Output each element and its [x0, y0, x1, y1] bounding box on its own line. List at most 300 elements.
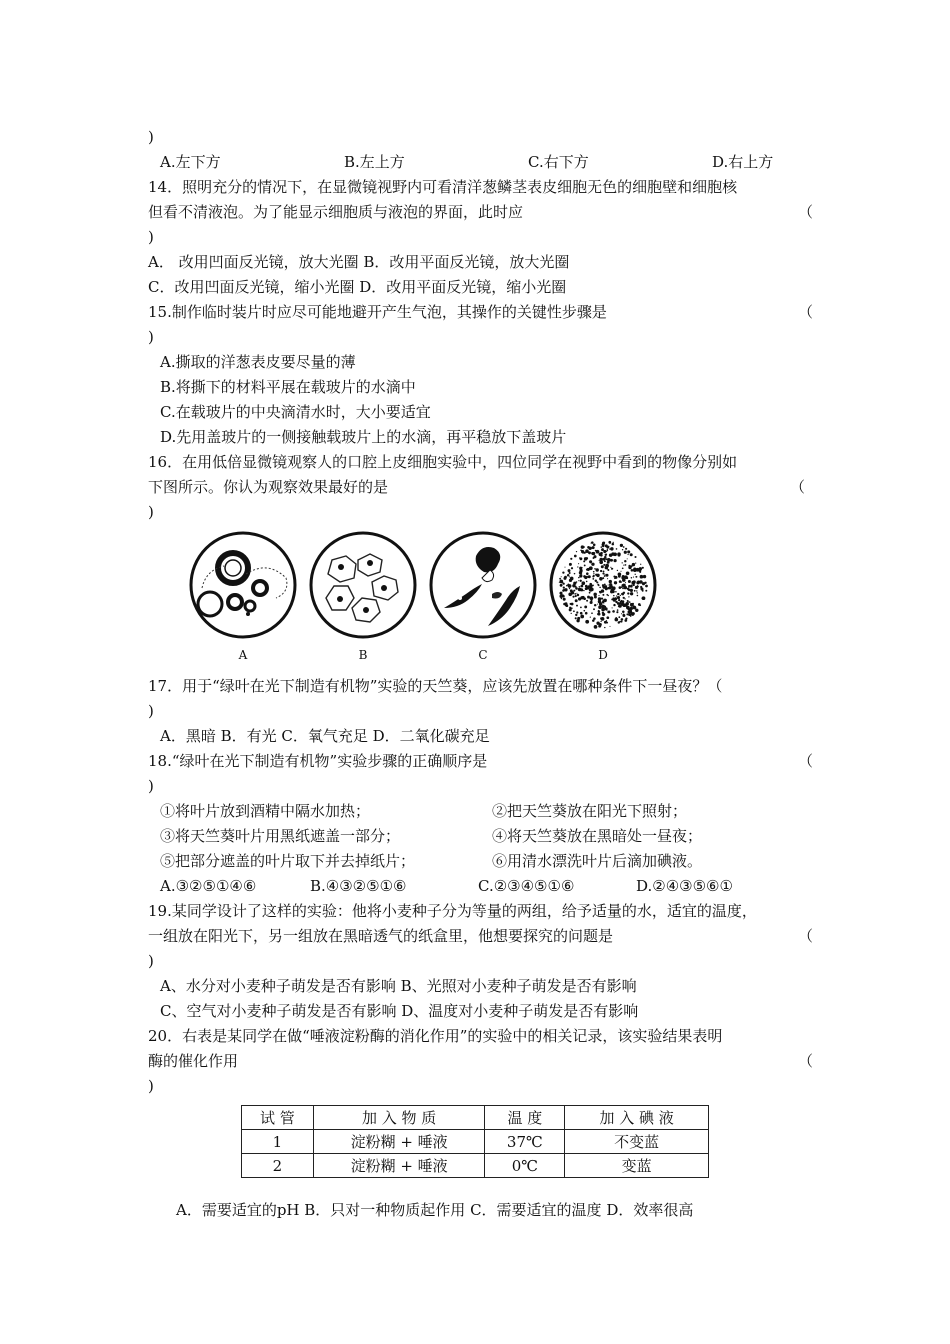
- speckle-dot: [627, 600, 629, 602]
- view-c-label: C: [478, 648, 488, 662]
- speckle-dot: [584, 576, 587, 579]
- speckle-dot: [579, 586, 580, 587]
- speckle-dot: [628, 601, 629, 602]
- text-line: 17．用于“绿叶在光下制造有机物”实验的天竺葵，应该先放置在哪种条件下一昼夜？（: [148, 677, 723, 695]
- speckle-dot: [621, 618, 624, 621]
- speckle-dot: [604, 621, 607, 624]
- speckle-dot: [569, 564, 571, 566]
- speckle-dot: [610, 559, 613, 562]
- speckle-dot: [568, 584, 572, 588]
- text-line: C.右下方: [528, 153, 589, 171]
- speckle-dot: [585, 587, 588, 590]
- speckle-dot: [596, 581, 598, 583]
- speckle-dot: [626, 571, 630, 575]
- speckle-dot: [598, 597, 601, 600]
- speckle-dot: [598, 613, 601, 616]
- speckle-dot: [645, 590, 647, 592]
- speckle-dot: [559, 578, 561, 580]
- speckle-dot: [601, 548, 604, 551]
- text-line: ): [148, 128, 154, 146]
- table-cell: 淀粉糊 + 唾液: [313, 1154, 485, 1178]
- speckle-dot: [561, 598, 562, 599]
- speckle-dot: [614, 559, 617, 562]
- speckle-dot: [586, 572, 589, 575]
- speckle-dot: [630, 592, 633, 595]
- speckle-dot: [624, 598, 625, 599]
- speckle-dot: [635, 563, 636, 564]
- speckle-dot: [606, 609, 608, 611]
- speckle-dot: [616, 595, 617, 596]
- speckle-dot: [625, 564, 627, 566]
- view-a-image: [188, 530, 298, 640]
- speckle-dot: [623, 565, 624, 566]
- text-line: 18.“绿叶在光下制造有机物”实验步骤的正确顺序是: [148, 752, 488, 770]
- text-line: A． 改用凹面反光镜，放大光圈 B．改用平面反光镜，放大光圈: [148, 253, 570, 271]
- speckle-dot: [620, 544, 623, 547]
- speckle-dot: [607, 558, 611, 562]
- speckle-dot: [574, 573, 576, 575]
- speckle-dot: [580, 612, 583, 615]
- speckle-dot: [578, 597, 581, 600]
- speckle-dot: [579, 557, 582, 560]
- speckle-dot: [577, 566, 578, 567]
- speckle-dot: [606, 594, 608, 596]
- speckle-dot: [601, 598, 603, 600]
- speckle-dot: [561, 576, 562, 577]
- text-line: ①将叶片放到酒精中隔水加热；: [160, 802, 371, 820]
- speckle-dot: [578, 563, 579, 564]
- speckle-dot: [627, 592, 629, 594]
- speckle-dot: [637, 592, 638, 593]
- speckle-dot: [599, 587, 601, 589]
- text-line: 14．照明充分的情况下，在显微镜视野内可看清洋葱鳞茎表皮细胞无色的细胞壁和细胞核: [148, 178, 738, 196]
- speckle-dot: [589, 560, 592, 563]
- speckle-dot: [596, 574, 599, 577]
- speckle-dot: [616, 548, 618, 550]
- speckle-dot: [590, 617, 591, 618]
- speckle-dot: [610, 567, 611, 568]
- speckle-dot: [575, 614, 577, 616]
- speckle-dot: [568, 569, 571, 572]
- speckle-dot: [583, 546, 585, 548]
- speckle-dot: [576, 551, 577, 552]
- speckle-dot: [607, 578, 608, 579]
- speckle-dot: [612, 543, 615, 546]
- speckle-dot: [604, 585, 607, 588]
- speckle-dot: [617, 609, 619, 611]
- speckle-dot: [580, 569, 583, 572]
- speckle-dot: [632, 614, 634, 616]
- speckle-dot: [602, 594, 604, 596]
- speckle-dot: [565, 603, 566, 604]
- speckle-dot: [589, 592, 591, 594]
- text-line: ⑤把部分遮盖的叶片取下并去掉纸片；: [160, 852, 416, 870]
- text-line: ③将天竺葵叶片用黑纸遮盖一部分；: [160, 827, 401, 845]
- speckle-dot: [635, 574, 636, 575]
- speckle-dot: [590, 596, 594, 600]
- speckle-dot: [628, 580, 631, 583]
- speckle-dot: [571, 613, 572, 614]
- speckle-dot: [573, 610, 575, 612]
- speckle-dot: [563, 577, 566, 580]
- speckle-dot: [592, 576, 594, 578]
- speckle-dot: [633, 577, 634, 578]
- speckle-dot: [593, 544, 596, 547]
- speckle-dot: [612, 607, 613, 608]
- header-iodine: 加 入 碘 液: [565, 1106, 709, 1130]
- speckle-dot: [639, 604, 641, 606]
- speckle-dot: [591, 563, 594, 566]
- speckle-dot: [624, 560, 626, 562]
- text-line: 但看不清液泡。为了能显示细胞质与液泡的界面，此时应: [148, 203, 524, 221]
- speckle-dot: [607, 549, 608, 550]
- speckle-dot: [609, 553, 612, 556]
- speckle-dot: [610, 626, 611, 627]
- table-header-row: [242, 1106, 709, 1130]
- speckle-dot: [620, 621, 622, 623]
- text-line: ): [148, 228, 154, 246]
- speckle-dot: [608, 546, 609, 547]
- speckle-dot: [613, 599, 616, 602]
- speckle-dot: [560, 593, 562, 595]
- speckle-dot: [597, 604, 598, 605]
- speckle-dot: [609, 541, 611, 543]
- speckle-dot: [583, 590, 584, 591]
- speckle-dot: [598, 585, 599, 586]
- speckle-dot: [587, 596, 590, 599]
- speckle-dot: [600, 546, 602, 548]
- speckle-dot: [566, 585, 568, 587]
- speckle-dot: [575, 599, 578, 602]
- speckle-dot: [596, 550, 600, 554]
- text-line: A.左下方: [160, 153, 221, 171]
- speckle-dot: [624, 575, 627, 578]
- speckle-dot: [618, 616, 620, 618]
- speckle-dot: [625, 548, 627, 550]
- speckle-dot: [592, 578, 594, 580]
- speckle-dot: [575, 586, 577, 588]
- speckle-dot: [576, 581, 578, 583]
- speckle-dot: [618, 605, 620, 607]
- speckle-dot: [607, 612, 608, 613]
- speckle-dot: [625, 582, 626, 583]
- speckle-dot: [593, 608, 595, 610]
- speckle-dot: [575, 617, 577, 619]
- speckle-dot: [599, 558, 603, 562]
- speckle-dot: [598, 625, 601, 628]
- speckle-dot: [585, 585, 588, 588]
- speckle-dot: [628, 596, 629, 597]
- speckle-dot: [585, 620, 589, 624]
- table-cell: 2: [242, 1154, 314, 1178]
- speckle-dot: [631, 584, 633, 586]
- speckle-dot: [604, 574, 605, 575]
- text-line: 19.某同学设计了这样的实验：他将小麦种子分为等量的两组，给予适量的水，适宜的温度，: [148, 902, 757, 920]
- speckle-dot: [594, 568, 596, 570]
- speckle-dot: [603, 564, 605, 566]
- speckle-dot: [584, 605, 587, 608]
- speckle-dot: [588, 551, 591, 554]
- speckle-dot: [603, 550, 606, 553]
- speckle-dot: [583, 610, 585, 612]
- view-b-image: [308, 530, 418, 640]
- speckle-dot: [628, 587, 629, 588]
- text-line: B.将撕下的材料平展在载玻片的水滴中: [160, 378, 416, 396]
- speckle-dot: [630, 589, 633, 592]
- text-line: ): [148, 777, 154, 795]
- speckle-dot: [570, 589, 573, 592]
- speckle-dot: [578, 588, 582, 592]
- speckle-dot: [620, 595, 621, 596]
- speckle-dot: [574, 555, 577, 558]
- speckle-dot: [605, 574, 608, 577]
- table-cell: 37℃: [485, 1130, 565, 1154]
- speckle-dot: [641, 598, 642, 599]
- speckle-dot: [601, 608, 605, 612]
- speckle-dot: [594, 596, 597, 599]
- speckle-dot: [640, 575, 644, 579]
- header-tube: 试 管: [242, 1106, 314, 1130]
- speckle-dot: [581, 581, 585, 585]
- speckle-dot: [601, 589, 604, 592]
- speckle-dot: [605, 554, 607, 556]
- speckle-dot: [618, 599, 620, 601]
- speckle-dot: [626, 613, 628, 615]
- speckle-dot: [623, 546, 625, 548]
- speckle-dot: [599, 552, 603, 556]
- speckle-dot: [567, 574, 570, 577]
- speckle-dot: [601, 565, 604, 568]
- speckle-dot: [591, 541, 594, 544]
- text-line: C.在载玻片的中央滴清水时，大小要适宜: [160, 403, 431, 421]
- text-line: ②把天竺葵放在阳光下照射；: [492, 802, 688, 820]
- speckle-dot: [600, 621, 601, 622]
- speckle-dot: [638, 569, 641, 572]
- speckle-dot: [632, 603, 634, 605]
- speckle-dot: [596, 568, 599, 571]
- text-line: 一组放在阳光下，另一组放在黑暗透气的纸盒里，他想要探究的问题是: [148, 927, 614, 945]
- speckle-dot: [581, 550, 584, 553]
- answer-paren: （: [798, 203, 814, 221]
- speckle-dot: [594, 625, 598, 629]
- speckle-dot: [606, 616, 609, 619]
- speckle-dot: [562, 582, 563, 583]
- speckle-dot: [615, 617, 617, 619]
- speckle-dot: [621, 600, 624, 603]
- speckle-dot: [569, 580, 570, 581]
- speckle-dot: [628, 566, 631, 569]
- speckle-dot: [571, 607, 573, 609]
- speckle-dot: [609, 580, 612, 583]
- speckle-dot: [563, 587, 565, 589]
- speckle-dot: [600, 617, 602, 619]
- speckle-dot: [608, 586, 611, 589]
- header-temperature: 温 度: [485, 1106, 565, 1130]
- speckle-dot: [599, 591, 600, 592]
- speckle-dot: [573, 590, 575, 592]
- speckle-dot: [607, 569, 609, 571]
- speckle-dot: [577, 617, 580, 620]
- speckle-dot: [642, 590, 644, 592]
- speckle-dot: [593, 617, 596, 620]
- speckle-dot: [627, 550, 630, 553]
- speckle-dot: [580, 607, 582, 609]
- speckle-dot: [598, 595, 599, 596]
- speckle-dot: [602, 573, 604, 575]
- text-line: C、空气对小麦种子萌发是否有影响 D、温度对小麦种子萌发是否有影响: [160, 1002, 639, 1020]
- speckle-dot: [604, 627, 605, 628]
- text-line: 酶的催化作用: [148, 1052, 239, 1070]
- speckle-dot: [609, 583, 612, 586]
- speckle-dot: [635, 609, 638, 612]
- speckle-dot: [612, 611, 613, 612]
- speckle-dot: [580, 580, 582, 582]
- speckle-dot: [587, 546, 590, 549]
- speckle-dot: [605, 566, 609, 570]
- speckle-dot: [571, 567, 573, 569]
- text-line: D.右上方: [712, 153, 774, 171]
- speckle-dot: [591, 552, 594, 555]
- text-line: A、水分对小麦种子萌发是否有影响 B、光照对小麦种子萌发是否有影响: [160, 977, 637, 995]
- view-c-image: [428, 530, 538, 640]
- speckle-dot: [580, 615, 584, 619]
- table-row: [242, 1130, 709, 1154]
- answer-paren: （: [798, 752, 814, 770]
- text-line: 15.制作临时装片时应尽可能地避开产生气泡，其操作的关键性步骤是: [148, 303, 607, 321]
- speckle-dot: [576, 611, 578, 613]
- speckle-dot: [611, 590, 614, 593]
- speckle-dot: [564, 567, 565, 568]
- table-cell: 1: [242, 1130, 314, 1154]
- answer-paren: （: [798, 303, 814, 321]
- speckle-dot: [642, 567, 644, 569]
- speckle-dot: [603, 613, 605, 615]
- text-line: C．改用凹面反光镜，缩小光圈 D．改用平面反光镜，缩小光圈: [148, 278, 567, 296]
- text-line: ): [148, 952, 154, 970]
- speckle-dot: [615, 591, 617, 593]
- speckle-dot: [560, 584, 563, 587]
- speckle-dot: [586, 600, 588, 602]
- speckle-dot: [603, 599, 607, 603]
- speckle-dot: [625, 617, 627, 619]
- speckle-dot: [598, 605, 602, 609]
- speckle-dot: [592, 546, 595, 549]
- table-cell: 淀粉糊 + 唾液: [313, 1130, 485, 1154]
- speckle-dot: [561, 594, 564, 597]
- text-line: ⑥用清水漂洗叶片后滴加碘液。: [492, 852, 703, 870]
- speckle-dot: [569, 572, 571, 574]
- speckle-dot: [594, 604, 596, 606]
- speckle-dot: [593, 557, 595, 559]
- speckle-dot: [622, 610, 625, 613]
- speckle-dot: [630, 615, 632, 617]
- speckle-dot: [574, 593, 576, 595]
- speckle-dot: [617, 570, 618, 571]
- speckle-dot: [606, 551, 607, 552]
- speckle-dot: [604, 575, 606, 577]
- speckle-dot: [616, 611, 618, 613]
- speckle-dot: [627, 554, 628, 555]
- speckle-dot: [565, 604, 568, 607]
- speckle-dot: [603, 558, 606, 561]
- answer-paren: （: [798, 927, 814, 945]
- speckle-dot: [593, 571, 595, 573]
- speckle-dot: [578, 580, 579, 581]
- speckle-dot: [622, 562, 623, 563]
- speckle-dot: [623, 614, 625, 616]
- text-line: A．需要适宜的pH B．只对一种物质起作用 C．需要适宜的温度 D．效率很高: [176, 1201, 694, 1219]
- speckle-dot: [634, 590, 636, 592]
- speckle-dot: [617, 596, 620, 599]
- speckle-dot: [608, 584, 609, 585]
- speckle-dot: [576, 593, 577, 594]
- text-line: ): [148, 1077, 154, 1095]
- speckle-dot: [639, 580, 643, 584]
- speckle-dot: [637, 595, 639, 597]
- speckle-dot: [583, 597, 586, 600]
- microscope-views-figure: [188, 530, 658, 662]
- speckle-dot: [633, 567, 636, 570]
- speckle-dot: [562, 571, 564, 573]
- speckle-dot: [583, 560, 585, 562]
- view-b-label: B: [358, 648, 368, 662]
- speckle-dot: [631, 569, 634, 572]
- speckle-dot: [613, 542, 614, 543]
- text-line: D.②④③⑤⑥①: [636, 877, 733, 895]
- text-line: A．黑暗 B．有光 C．氧气充足 D．二氧化碳充足: [160, 727, 490, 745]
- speckle-dot: [603, 570, 605, 572]
- text-line: B.④③②⑤①⑥: [310, 877, 407, 895]
- speckle-dot: [570, 558, 572, 560]
- speckle-dot: [568, 592, 572, 596]
- speckle-dot: [589, 585, 593, 589]
- speckle-dot: [594, 594, 596, 596]
- speckle-dot: [630, 553, 633, 556]
- speckle-dot: [618, 575, 621, 578]
- speckle-dot: [636, 590, 637, 591]
- table-cell: 0℃: [485, 1154, 565, 1178]
- speckle-dot: [576, 605, 578, 607]
- speckle-dot: [599, 560, 600, 561]
- speckle-dot: [610, 547, 613, 550]
- speckle-dot: [621, 576, 624, 579]
- text-line: ④将天竺葵放在黑暗处一昼夜；: [492, 827, 703, 845]
- speckle-dot: [591, 612, 593, 614]
- speckle-dot: [624, 551, 627, 554]
- text-line: ): [148, 702, 154, 720]
- speckle-dot: [619, 580, 622, 583]
- speckle-dot: [572, 596, 574, 598]
- answer-paren: （: [790, 478, 806, 496]
- speckle-dot: [632, 563, 635, 566]
- table-cell: 不变蓝: [565, 1130, 709, 1154]
- speckle-dot: [581, 567, 582, 568]
- view-d-label: D: [598, 648, 608, 662]
- speckle-dot: [584, 557, 587, 560]
- speckle-dot: [631, 577, 633, 579]
- speckle-dot: [600, 570, 602, 572]
- speckle-dot: [620, 571, 621, 572]
- text-line: A.撕取的洋葱表皮要尽量的薄: [160, 353, 356, 371]
- speckle-dot: [615, 576, 618, 579]
- speckle-dot: [635, 576, 637, 578]
- speckle-dot: [618, 621, 620, 623]
- speckle-dot: [627, 558, 628, 559]
- text-line: 20．右表是某同学在做“唾液淀粉酶的消化作用”的实验中的相关记录，该实验结果表明: [148, 1027, 723, 1045]
- speckle-dot: [623, 584, 625, 586]
- speckle-dot: [584, 564, 586, 566]
- speckle-dot: [589, 566, 593, 570]
